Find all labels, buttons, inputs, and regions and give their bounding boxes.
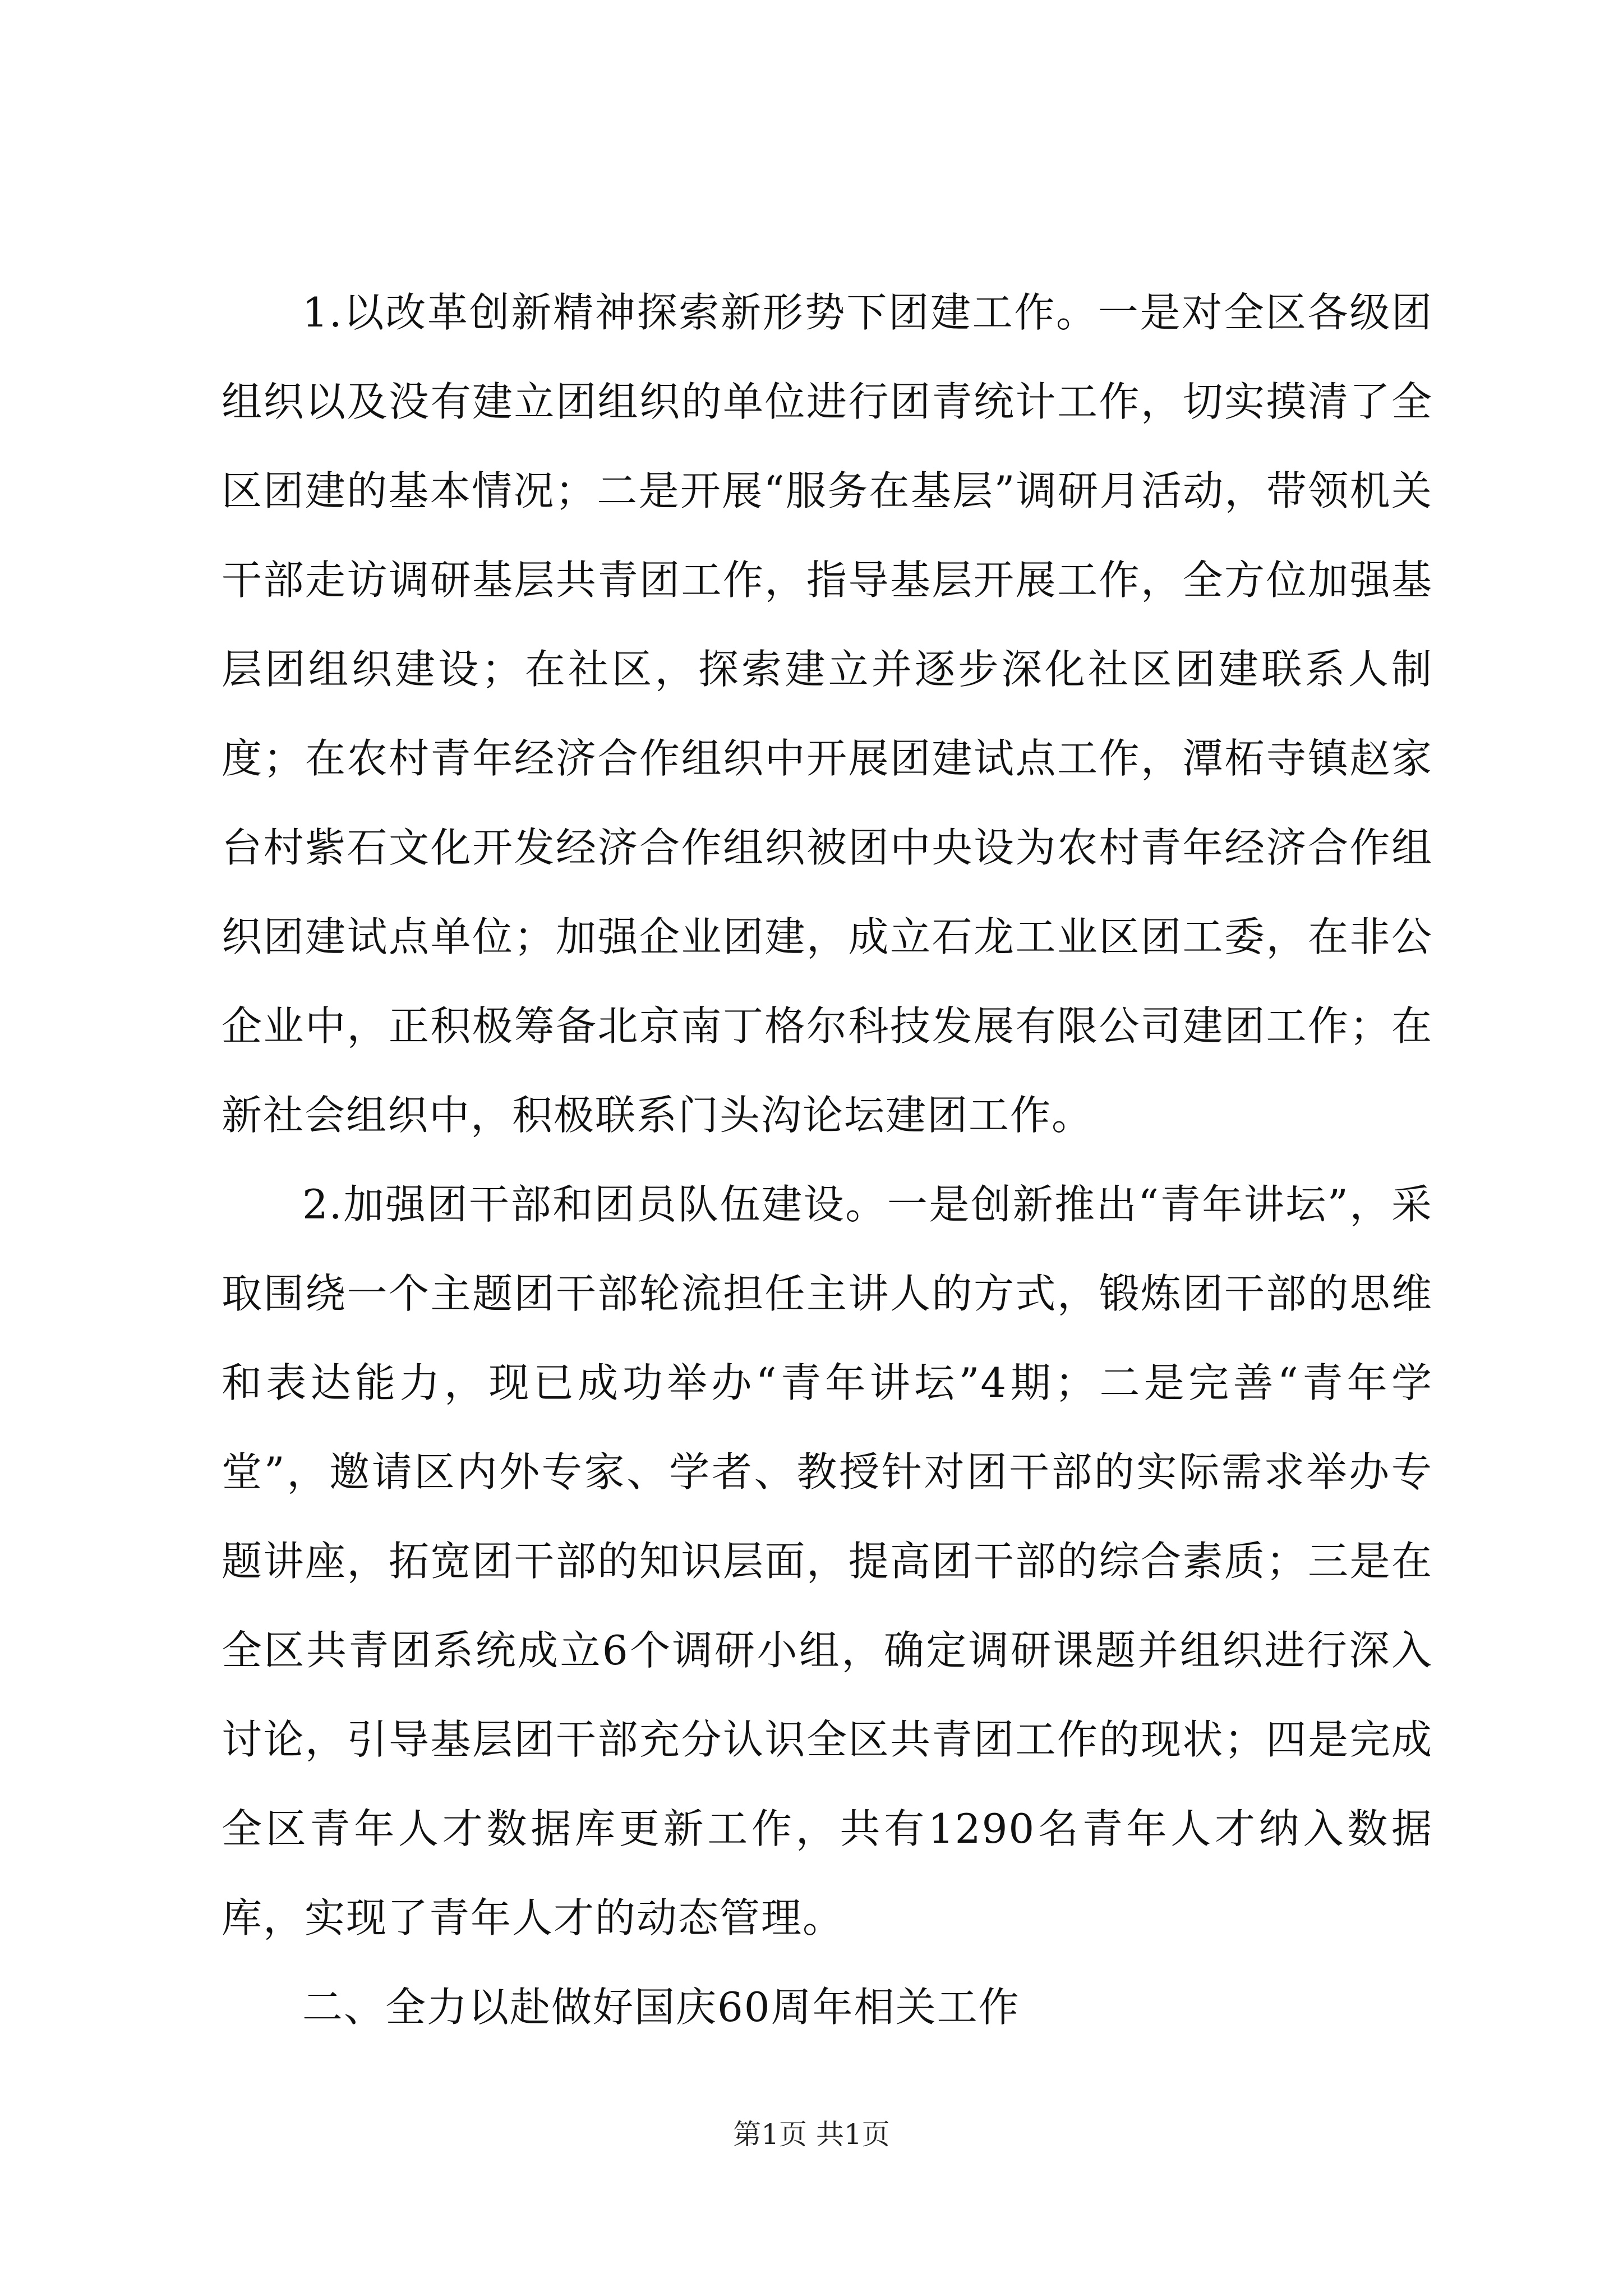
paragraph-1: 1.以改革创新精神探索新形势下团建工作。一是对全区各级团组织以及没有建立团组织的单位进行团青统计工作，切实摸清了全区团建的基本情况；二是开展“服务在基层”调研月活动，带领机关干部走访调研基层共青团工作，指导基层开展工作，全方位加强基层团组织建设；在社区，探索建立并逐步深化社区团建联系人制度；在农村青年经济合作组织中开展团建试点工作，潭柘寺镇赵家台村紫石文化开发经济合作组织被团中央设为农村青年经济合作组织团建试点单位；加强企业团建，成立石龙工业区团工委，在非公企业中，正积极筹备北京南丁格尔科技发展有限公司建团工作；在新社会组织中，积极联系门头沟论坛建团工作。 — [222, 289, 1433, 1139]
page-footer: 第1页 共1页 — [733, 2118, 890, 2151]
section-heading: 二、全力以赴做好国庆60周年相关工作 — [302, 1984, 1020, 2031]
document-body — [222, 268, 1433, 2052]
paragraph-2: 2.加强团干部和团员队伍建设。一是创新推出“青年讲坛”，采取围绕一个主题团干部轮流担任主讲人的方式，锻炼团干部的思维和表达能力，现已成功举办“青年讲坛”4期；二是完善“青年学堂”，邀请区内外专家、学者、教授针对团干部的实际需求举办专题讲座，拓宽团干部的知识层面，提高团干部的综合素质；三是在全区共青团系统成立6个调研小组，确定调研课题并组织进行深入讨论，引导基层团干部充分认识全区共青团工作的现状；四是完成全区青年人才数据库更新工作，共有1290名青年人才纳入数据库，实现了青年人才的动态管理。 — [222, 1181, 1433, 1941]
